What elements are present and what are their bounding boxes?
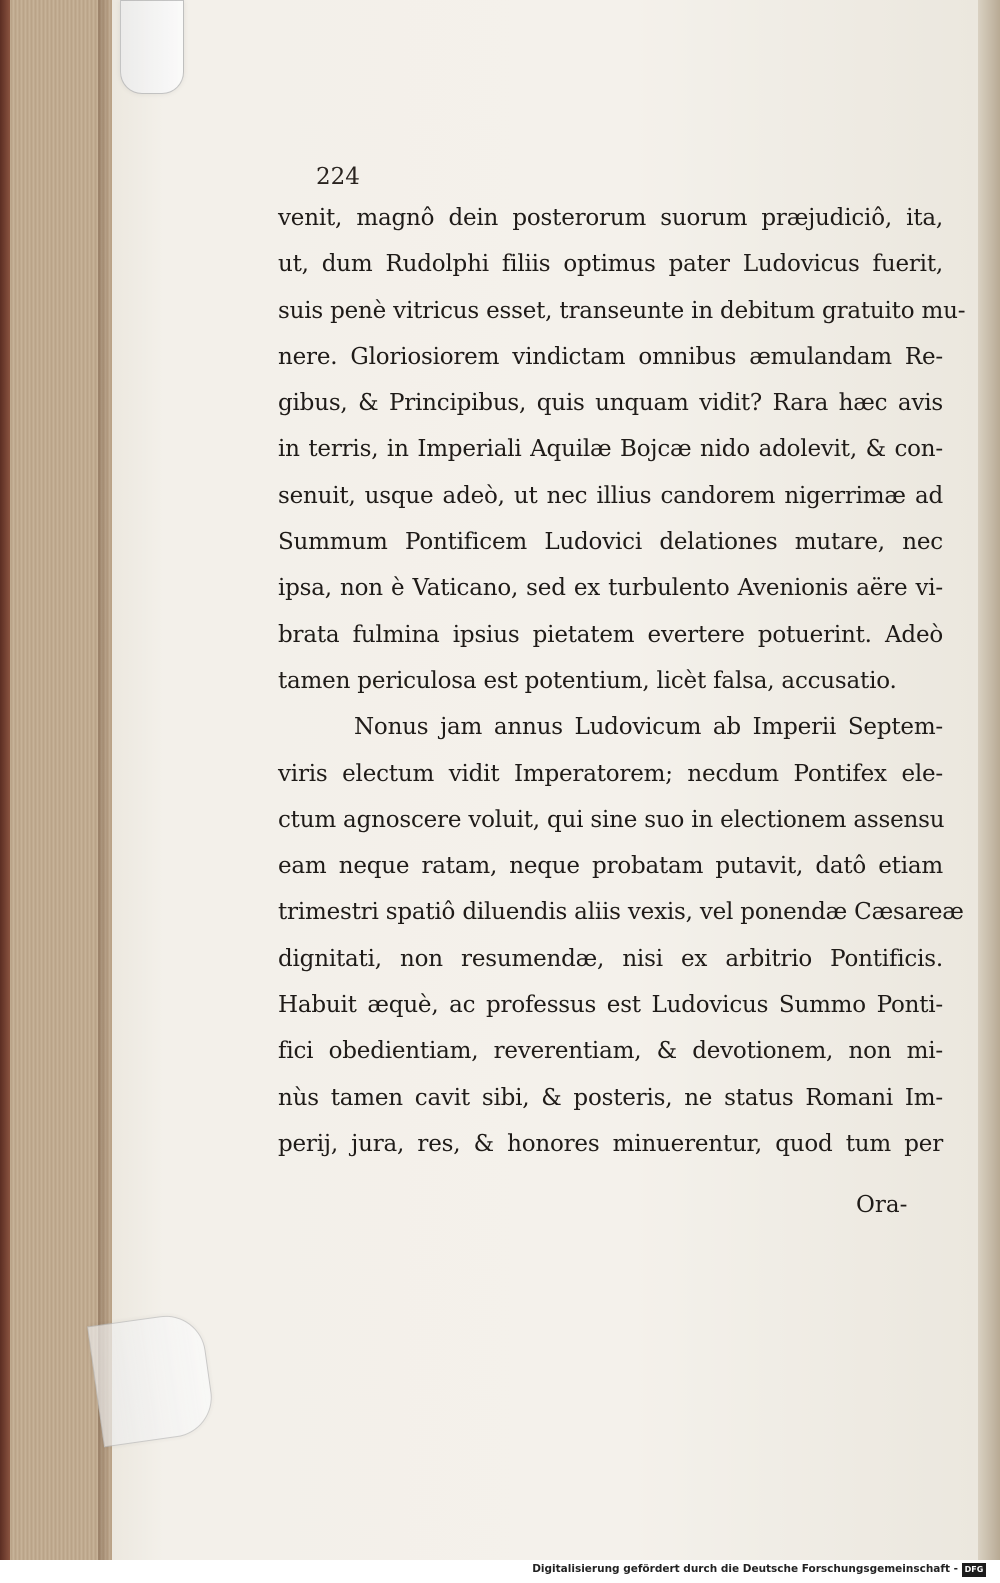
text-line: nùs tamen cavit sibi, & posteris, ne status Romani Im- (278, 1084, 943, 1111)
text-line: tamen periculosa est potentium, licèt falsa, accusatio. (278, 667, 897, 694)
text-line: fici obedientiam, reverentiam, & devotionem, non mi- (278, 1038, 943, 1065)
page-gutter-shadow (978, 0, 1000, 1560)
text-line: brata fulmina ipsius pietatem evertere potuerint. Adeò (278, 621, 943, 648)
text-line: senuit, usque adeò, ut nec illius candorem nigerrimæ ad (278, 482, 943, 509)
text-line: perij, jura, res, & honores minuerentur, quod tum per (278, 1130, 943, 1157)
text-line: dignitati, non resumendæ, nisi ex arbitrio Pontificis. (278, 945, 943, 972)
funding-credit: Digitalisierung gefördert durch die Deutsche Forschungsgemeinschaft - (532, 1563, 958, 1575)
text-line: Summum Pontificem Ludovici delationes mutare, nec (278, 529, 943, 556)
text-line: eam neque ratam, neque probatam putavit, datô etiam (278, 853, 943, 880)
dfg-logo-icon: DFG (962, 1563, 986, 1577)
page-number: 224 (316, 164, 360, 190)
text-line: trimestri spatiô diluendis aliis vexis, vel ponendæ Cæsareæ (278, 899, 964, 926)
text-line: ctum agnoscere voluit, qui sine suo in electionem assensu (278, 806, 945, 833)
text-line: ipsa, non è Vaticano, sed ex turbulento Avenionis aëre vi- (278, 575, 943, 602)
text-line: Nonus jam annus Ludovicum ab Imperii Septem- (354, 714, 943, 741)
catchword: Ora- (856, 1192, 908, 1218)
text-line: nere. Gloriosiorem vindictam omnibus æmulandam Re- (278, 343, 943, 370)
text-line: viris electum vidit Imperatorem; necdum Pontifex ele- (278, 760, 943, 787)
text-line: venit, magnô dein posterorum suorum præjudiciô, ita, (278, 205, 943, 231)
text-line: ut, dum Rudolphi filiis optimus pater Ludovicus fuerit, (278, 251, 943, 278)
text-line: in terris, in Imperiali Aquilæ Bojcæ nido adolevit, & con- (278, 436, 943, 463)
text-line: suis penè vitricus esset, transeunte in debitum gratuito mu- (278, 297, 966, 324)
text-line: Habuit æquè, ac professus est Ludovicus Summo Ponti- (278, 992, 943, 1019)
page-clip-top (120, 0, 184, 94)
book-cover-edge (0, 0, 10, 1560)
text-body (278, 195, 966, 1167)
page-clip-bottom (87, 1311, 217, 1448)
text-line: gibus, & Principibus, quis unquam vidit? Rara hæc avis (278, 390, 943, 417)
